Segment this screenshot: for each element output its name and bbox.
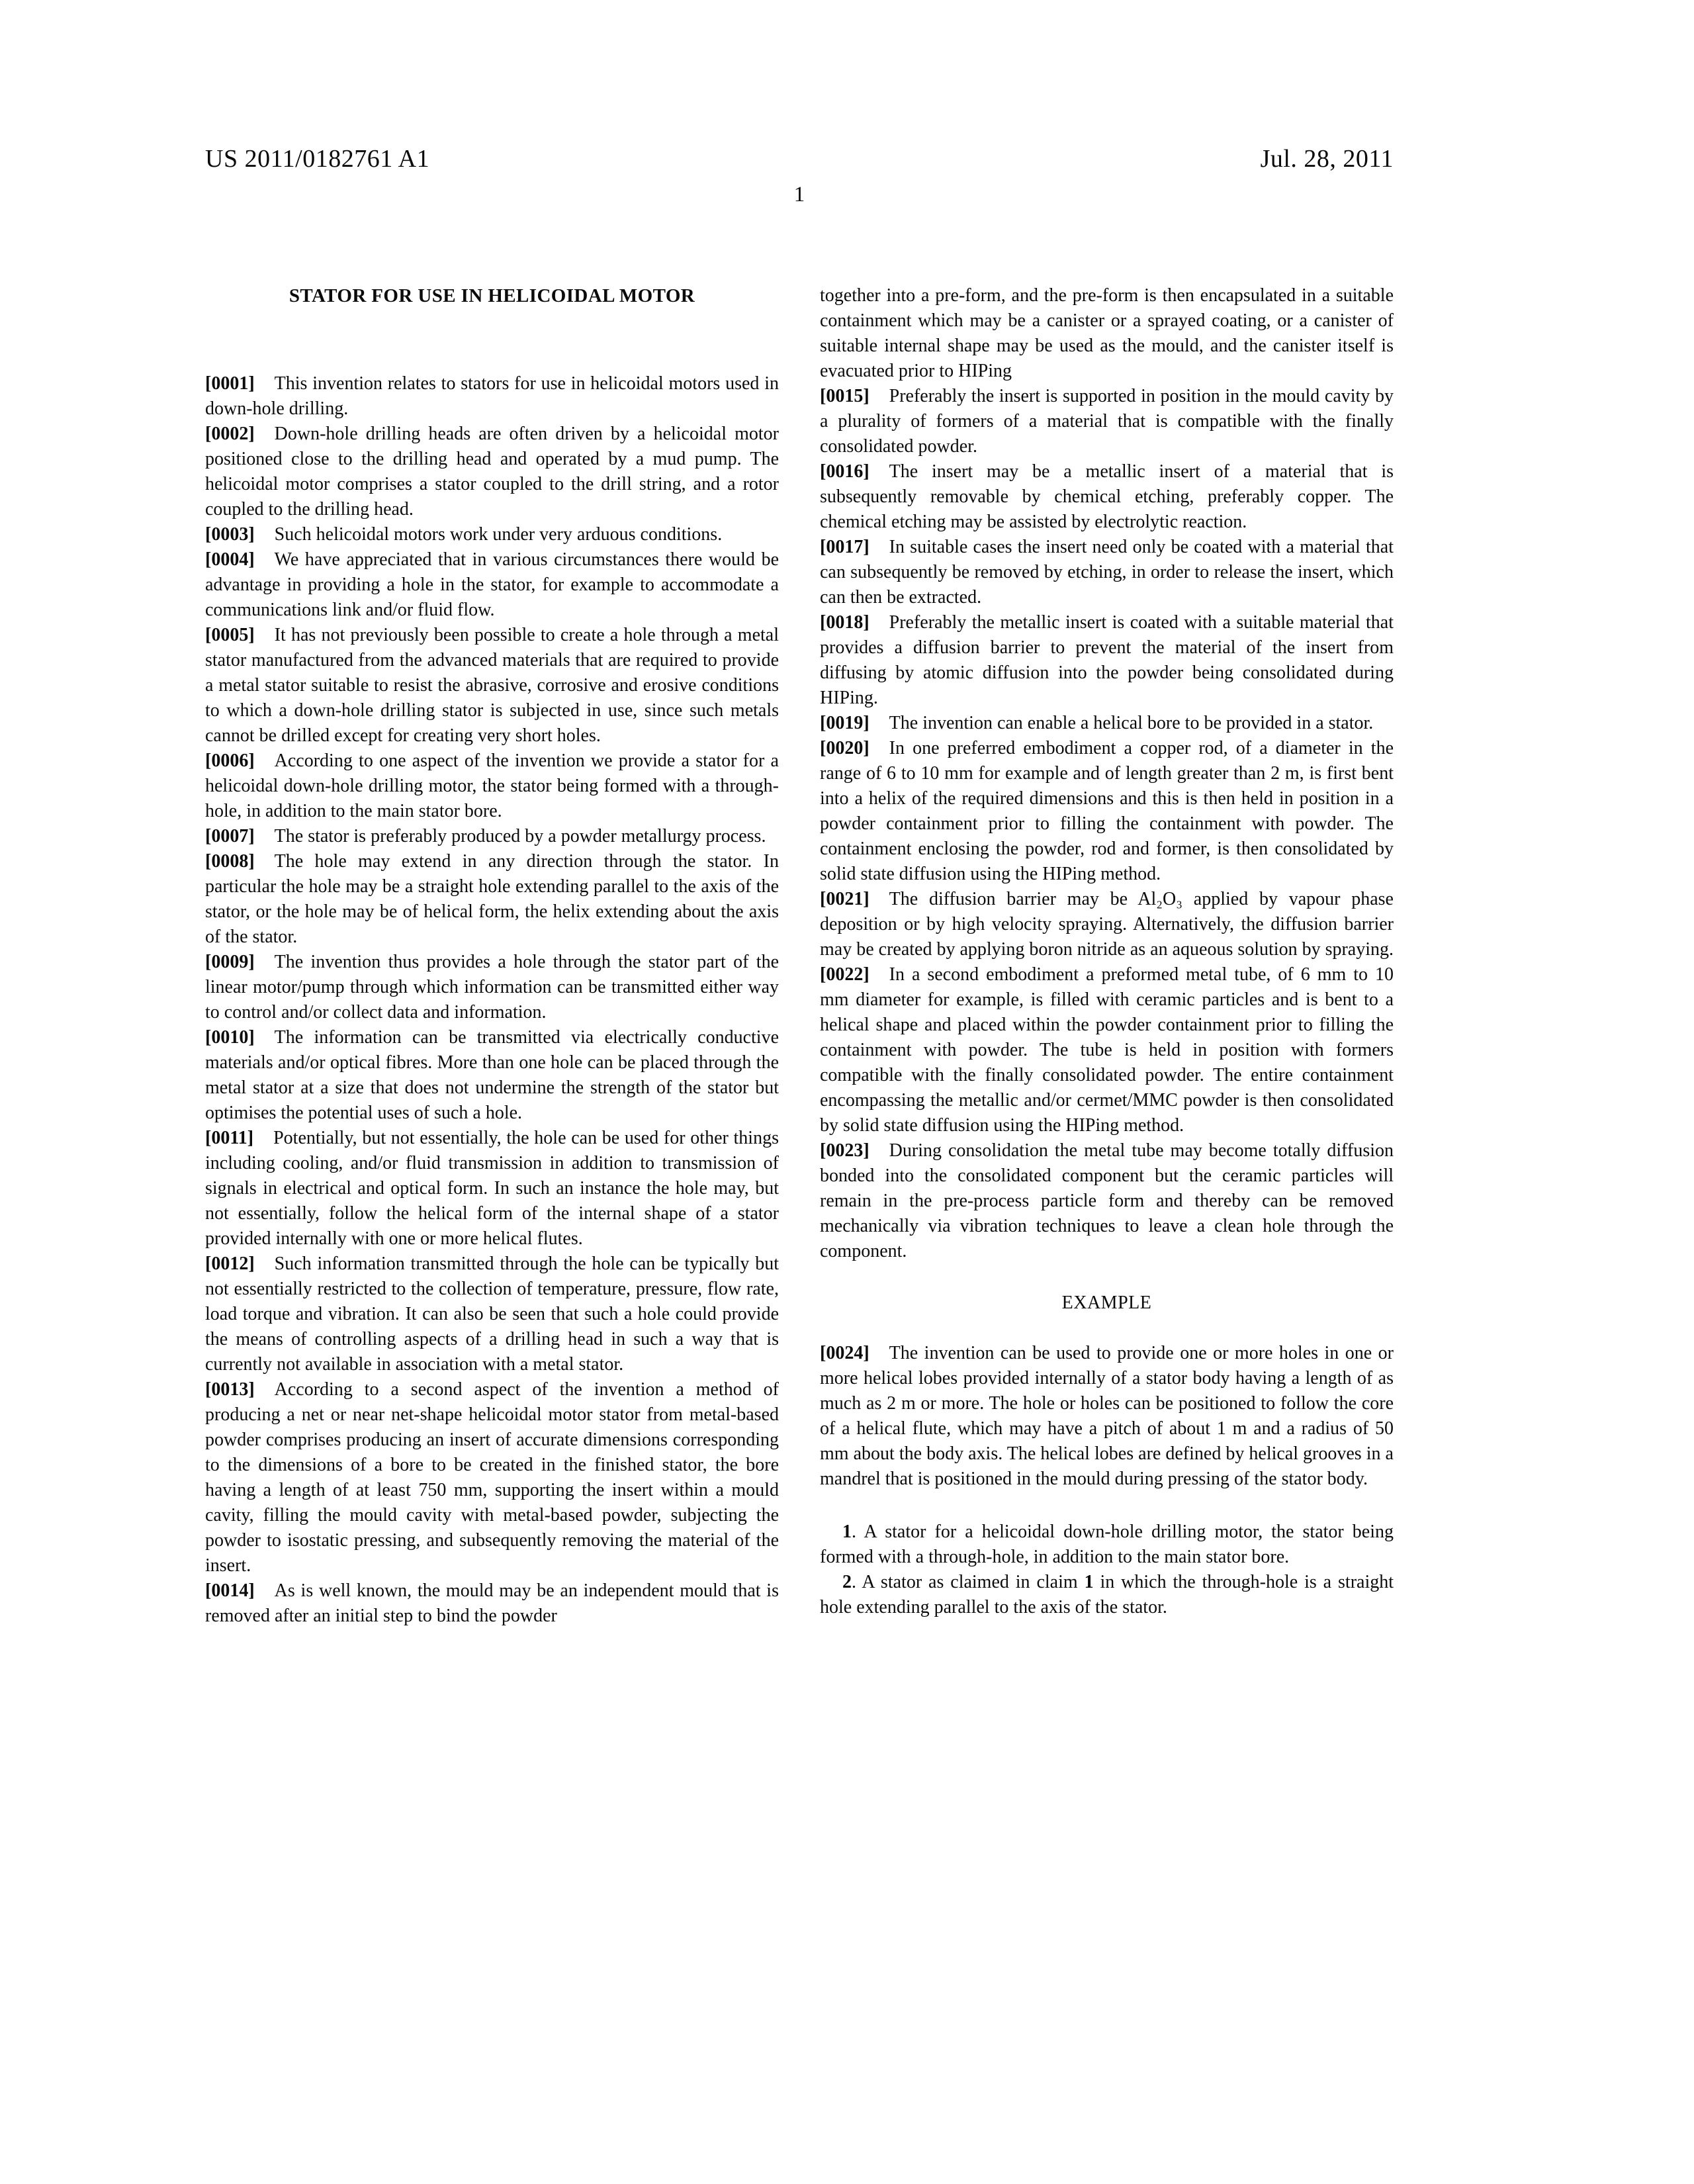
paragraph-tag: [0018] xyxy=(820,612,869,633)
paragraph-0002 xyxy=(205,422,779,522)
paragraph-text: According to one aspect of the invention we provide a stator for a helicoidal down-hole drilling motor, the stator being formed with a through-hole, in addition to the main stator bore. xyxy=(205,751,779,821)
left-column xyxy=(205,283,779,1629)
claims-section xyxy=(820,1520,1394,1620)
paragraph-text: We have appreciated that in various circumstances there would be advantage in providing a hole in the stator, for example to accommodate a communications link and/or fluid flow. xyxy=(205,549,779,620)
paragraph-text: The invention can enable a helical bore to be provided in a stator. xyxy=(889,713,1374,733)
paragraph-0016 xyxy=(820,459,1394,535)
paragraph-0013 xyxy=(205,1377,779,1578)
paragraph-0007 xyxy=(205,824,779,849)
paragraph-text: The insert may be a metallic insert of a material that is subsequently removable by chemical etching, preferably copper. The chemical etching may be assisted by electrolytic reaction. xyxy=(820,461,1394,532)
paragraph-tag: [0001] xyxy=(205,373,255,394)
paragraph-tag: [0013] xyxy=(205,1379,255,1400)
paragraph-text: In one preferred embodiment a copper rod, of a diameter in the range of 6 to 10 mm for example and of length greater than 2 m, is first bent into a helix of the required dimensions and this is then held in position in a powder containment prior to filling the containment with powder. The containment enclosing the powder, rod and former, is then consolidated by solid state diffusion using the HIPing method. xyxy=(820,738,1394,884)
paragraph-text: The diffusion barrier may be Al₂O₃ applied by vapour phase deposition or by high velocity spraying. Alternatively, the diffusion barrier may be created by applying boron nitride as an aqueous solution by spraying. xyxy=(820,889,1394,960)
paragraph-text: Preferably the insert is supported in position in the mould cavity by a plurality of formers of a material that is compatible with the finally consolidated powder. xyxy=(820,386,1394,457)
paragraph-tag: [0022] xyxy=(820,964,869,985)
claim-number: 1 xyxy=(842,1522,852,1542)
claim-1 xyxy=(820,1520,1394,1570)
claim-2 xyxy=(820,1570,1394,1620)
paragraph-tag: [0012] xyxy=(205,1253,255,1274)
paragraph-tag: [0023] xyxy=(820,1140,869,1161)
paragraph-0001 xyxy=(205,371,779,422)
paragraph-text: The invention thus provides a hole through the stator part of the linear motor/pump through which information can be transmitted either way to control and/or collect data and information. xyxy=(205,952,779,1023)
claim-text: . A stator as claimed in claim xyxy=(852,1572,1085,1592)
paragraph-tag: [0016] xyxy=(820,461,869,482)
paragraph-text: As is well known, the mould may be an independent mould that is removed after an initial step to bind the powder xyxy=(205,1580,779,1626)
paragraph-text: Preferably the metallic insert is coated with a suitable material that provides a diffusion barrier to prevent the material of the insert from diffusing by atomic diffusion into the powder being consolidated during HIPing. xyxy=(820,612,1394,708)
paragraph-text: In a second embodiment a preformed metal tube, of 6 mm to 10 mm diameter for example, is filled with ceramic particles and is bent to a helical shape and placed within the powder containment prior to filling the containment with powder. The tube is held in position with formers compatible with the finally consolidated powder. The entire containment encompassing the metallic and/or cermet/MMC powder is then consolidated by solid state diffusion using the HIPing method. xyxy=(820,964,1394,1136)
paragraph-0018 xyxy=(820,610,1394,711)
paragraph-0022 xyxy=(820,962,1394,1138)
paragraph-tag: [0020] xyxy=(820,738,869,758)
paragraph-0011 xyxy=(205,1126,779,1251)
paragraph-0019 xyxy=(820,711,1394,736)
paragraph-tag: [0005] xyxy=(205,625,255,645)
paragraph-text: During consolidation the metal tube may become totally diffusion bonded into the consolidated component but the ceramic particles will remain in the pre-process particle form and thereby can be removed mechanically via vibration techniques to leave a clean hole through the component. xyxy=(820,1140,1394,1261)
paragraph-text: In suitable cases the insert need only be coated with a material that can subsequently be removed by etching, in order to release the insert, which can then be extracted. xyxy=(820,537,1394,608)
paragraph-0005 xyxy=(205,623,779,749)
right-column xyxy=(820,283,1394,1629)
publication-date: Jul. 28, 2011 xyxy=(1260,145,1394,173)
paragraph-text: The stator is preferably produced by a powder metallurgy process. xyxy=(274,826,766,846)
paragraph-text: According to a second aspect of the invention a method of producing a net or near net-shape helicoidal motor stator from metal-based powder comprises producing an insert of accurate dimensions corresponding to the dimensions of a bore to be created in the finished stator, the bore having a length of at least 750 mm, supporting the insert within a mould cavity, filling the mould cavity with metal-based powder, subjecting the powder to isostatic pressing, and subsequently removing the material of the insert. xyxy=(205,1379,779,1576)
paragraph-text: This invention relates to stators for use in helicoidal motors used in down-hole drilling. xyxy=(205,373,779,419)
paragraph-tag: [0014] xyxy=(205,1580,255,1601)
paragraph-0017 xyxy=(820,535,1394,610)
page-header xyxy=(205,144,1394,173)
paragraph-0006 xyxy=(205,749,779,824)
paragraph-tag: [0015] xyxy=(820,386,869,406)
paragraph-tag: [0006] xyxy=(205,751,255,771)
paragraph-0008 xyxy=(205,849,779,950)
paragraph-text: Down-hole drilling heads are often driven by a helicoidal motor positioned close to the drilling head and operated by a mud pump. The helicoidal motor comprises a stator coupled to the drill string, and a rotor coupled to the drilling head. xyxy=(205,424,779,520)
paragraph-0003 xyxy=(205,522,779,547)
paragraph-tag: [0024] xyxy=(820,1343,869,1363)
paragraph-tag: [0019] xyxy=(820,713,869,733)
paragraph-text: Potentially, but not essentially, the hole can be used for other things including cooling, and/or fluid transmission in addition to transmission of signals in electrical and optical form. In such an instance the hole may, but not essentially, follow the helical form of the internal shape of a stator provided internally with one or more helical flutes. xyxy=(205,1128,779,1249)
paragraph-text: It has not previously been possible to create a hole through a metal stator manufactured from the advanced materials that are required to provide a metal stator suitable to resist the abrasive, corrosive and erosive conditions to which a down-hole drilling stator is subjected in use, since such metals cannot be drilled except for creating very short holes. xyxy=(205,625,779,746)
page-number: 1 xyxy=(793,183,805,206)
paragraph-tag: [0008] xyxy=(205,851,255,872)
paragraph-tag: [0004] xyxy=(205,549,255,570)
paragraph-0014-continuation xyxy=(820,283,1394,384)
invention-title: STATOR FOR USE IN HELICOIDAL MOTOR xyxy=(289,285,695,306)
claim-number: 2 xyxy=(842,1572,852,1592)
paragraph-0012 xyxy=(205,1251,779,1377)
paragraph-0015 xyxy=(820,384,1394,459)
paragraph-text: The information can be transmitted via electrically conductive materials and/or optical fibres. More than one hole can be placed through the metal stator at a size that does not undermine the strength of the stator but optimises the potential uses of such a hole. xyxy=(205,1027,779,1123)
paragraph-tag: [0011] xyxy=(205,1128,254,1148)
paragraph-text: Such information transmitted through the hole can be typically but not essentially restricted to the collection of temperature, pressure, flow rate, load torque and vibration. It can also be seen that such a hole could provide the means of controlling aspects of a drilling head in such a way that is currently not available in association with a metal stator. xyxy=(205,1253,779,1375)
paragraph-tag: [0009] xyxy=(205,952,255,972)
paragraph-text: The invention can be used to provide one or more holes in one or more helical lobes provided internally of a stator body having a length of as much as 2 m or more. The hole or holes can be positioned to follow the core of a helical flute, which may have a pitch of about 1 m and a radius of 50 mm about the body axis. The helical lobes are defined by helical grooves in a mandrel that is positioned in the mould during pressing of the stator body. xyxy=(820,1343,1394,1489)
paragraph-tag: [0003] xyxy=(205,524,255,545)
paragraph-0004 xyxy=(205,547,779,623)
paragraph-0021 xyxy=(820,887,1394,962)
paragraph-0020 xyxy=(820,736,1394,887)
paragraph-0024 xyxy=(820,1341,1394,1492)
paragraph-tag: [0010] xyxy=(205,1027,255,1048)
paragraph-0009 xyxy=(205,950,779,1025)
paragraph-tag: [0021] xyxy=(820,889,869,909)
paragraph-0010 xyxy=(205,1025,779,1126)
paragraph-tag: [0002] xyxy=(205,424,255,444)
paragraph-0014 xyxy=(205,1578,779,1629)
claim-reference: 1 xyxy=(1084,1572,1094,1592)
example-heading: EXAMPLE xyxy=(1061,1293,1152,1313)
patent-publication-number: US 2011/0182761 A1 xyxy=(205,145,430,173)
paragraph-text: together into a pre-form, and the pre-form is then encapsulated in a suitable containment which may be a canister or a sprayed coating, or a canister of suitable internal shape may be used as the mould, and the canister itself is evacuated prior to HIPing xyxy=(820,285,1394,381)
paragraph-tag: [0007] xyxy=(205,826,255,846)
paragraph-tag: [0017] xyxy=(820,537,869,557)
patent-body xyxy=(205,283,1394,1629)
paragraph-0023 xyxy=(820,1138,1394,1264)
paragraph-text: Such helicoidal motors work under very arduous conditions. xyxy=(274,524,723,545)
paragraph-text: The hole may extend in any direction through the stator. In particular the hole may be a straight hole extending parallel to the axis of the stator, or the hole may be of helical form, the helix extending about the axis of the stator. xyxy=(205,851,779,947)
claim-text: in which the through-hole is a straight hole extending parallel to the axis of the stator. xyxy=(820,1572,1394,1617)
claim-text: . A stator for a helicoidal down-hole drilling motor, the stator being formed with a through-hole, in addition to the main stator bore. xyxy=(820,1522,1394,1567)
